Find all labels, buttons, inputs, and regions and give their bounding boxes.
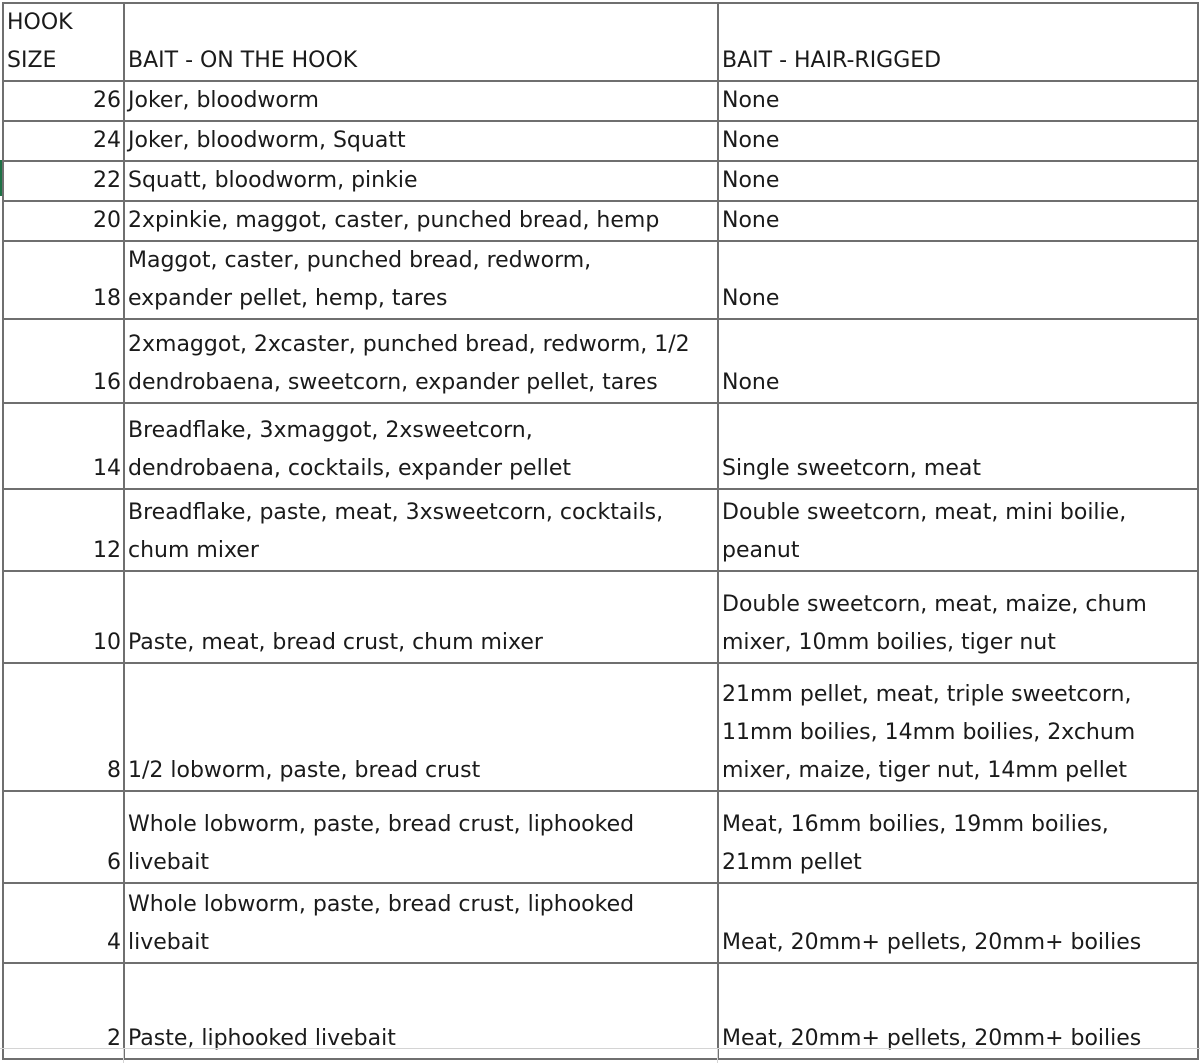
- header-bait-on-hook-label: BAIT - ON THE HOOK: [128, 48, 358, 73]
- header-hook-size-line1: HOOK: [7, 10, 73, 35]
- on-hook-cell[interactable]: [124, 201, 718, 241]
- table-row: [3, 791, 1198, 883]
- on-hook-cell[interactable]: [124, 663, 718, 791]
- cell-line: Joker, bloodworm, Squatt: [128, 128, 406, 153]
- cell-line: Paste, liphooked livebait: [128, 1026, 396, 1051]
- header-bait-on-hook[interactable]: [124, 3, 718, 81]
- cell-line: dendrobaena, sweetcorn, expander pellet, tares: [128, 370, 658, 395]
- hair-rigged-cell[interactable]: [718, 883, 1198, 963]
- cell-line: dendrobaena, cocktails, expander pellet: [128, 456, 571, 481]
- cell-line: 21mm pellet, meat, triple sweetcorn,: [722, 682, 1132, 707]
- hair-rigged-cell[interactable]: [718, 161, 1198, 201]
- table-row: [3, 883, 1198, 963]
- hair-rigged-cell[interactable]: [718, 663, 1198, 791]
- hook-size-cell[interactable]: 16: [3, 319, 124, 403]
- hook-size-cell[interactable]: 6: [3, 791, 124, 883]
- cell-line: Breadflake, paste, meat, 3xsweetcorn, cocktails,: [128, 500, 664, 525]
- on-hook-cell[interactable]: [124, 81, 718, 121]
- table-row: [3, 663, 1198, 791]
- cell-line: None: [722, 168, 780, 193]
- cell-line: livebait: [128, 850, 209, 875]
- hair-rigged-cell[interactable]: [718, 241, 1198, 319]
- on-hook-cell[interactable]: [124, 489, 718, 571]
- on-hook-cell[interactable]: [124, 403, 718, 489]
- cell-line: Paste, meat, bread crust, chum mixer: [128, 630, 543, 655]
- cell-line: Joker, bloodworm: [128, 88, 319, 113]
- on-hook-cell[interactable]: [124, 791, 718, 883]
- hook-size-cell[interactable]: 14: [3, 403, 124, 489]
- table-row: [3, 571, 1198, 663]
- on-hook-cell[interactable]: [124, 241, 718, 319]
- hook-size-cell[interactable]: 18: [3, 241, 124, 319]
- cell-line: 1/2 lobworm, paste, bread crust: [128, 758, 481, 783]
- grid-line: [123, 1049, 124, 1063]
- hair-rigged-cell[interactable]: [718, 403, 1198, 489]
- hair-rigged-cell[interactable]: [718, 81, 1198, 121]
- cell-line: Meat, 20mm+ pellets, 20mm+ boilies: [722, 1026, 1142, 1051]
- hair-rigged-cell[interactable]: [718, 571, 1198, 663]
- cell-line: peanut: [722, 538, 800, 563]
- hook-size-cell[interactable]: 20: [3, 201, 124, 241]
- table-row: [3, 121, 1198, 161]
- on-hook-cell[interactable]: [124, 963, 718, 1059]
- hook-size-cell[interactable]: 4: [3, 883, 124, 963]
- cell-line: Meat, 16mm boilies, 19mm boilies,: [722, 812, 1109, 837]
- header-bait-hair-rigged-label: BAIT - HAIR-RIGGED: [722, 48, 942, 73]
- cell-line: Whole lobworm, paste, bread crust, liphooked: [128, 812, 635, 837]
- table-row: [3, 201, 1198, 241]
- empty-grid-row: [0, 1048, 1200, 1063]
- table-row: [3, 489, 1198, 571]
- table-row: [3, 319, 1198, 403]
- cell-line: Whole lobworm, paste, bread crust, liphooked: [128, 892, 635, 917]
- hair-rigged-cell[interactable]: [718, 319, 1198, 403]
- hair-rigged-cell[interactable]: [718, 791, 1198, 883]
- cell-line: None: [722, 208, 780, 233]
- cell-line: None: [722, 88, 780, 113]
- cell-line: Double sweetcorn, meat, maize, chum: [722, 592, 1147, 617]
- cell-line: Breadflake, 3xmaggot, 2xsweetcorn,: [128, 418, 533, 443]
- on-hook-cell[interactable]: [124, 161, 718, 201]
- cell-line: Maggot, caster, punched bread, redworm,: [128, 248, 592, 273]
- cell-line: livebait: [128, 930, 209, 955]
- hook-size-cell[interactable]: 8: [3, 663, 124, 791]
- cell-line: Squatt, bloodworm, pinkie: [128, 168, 418, 193]
- cell-line: mixer, 10mm boilies, tiger nut: [722, 630, 1056, 655]
- cell-line: Single sweetcorn, meat: [722, 456, 981, 481]
- cell-line: 2xmaggot, 2xcaster, punched bread, redworm, 1/2: [128, 332, 690, 357]
- on-hook-cell[interactable]: [124, 319, 718, 403]
- hook-size-cell[interactable]: 12: [3, 489, 124, 571]
- table-row: [3, 81, 1198, 121]
- hair-rigged-cell[interactable]: [718, 121, 1198, 161]
- on-hook-cell[interactable]: [124, 121, 718, 161]
- hook-size-cell[interactable]: 22: [3, 161, 124, 201]
- cell-line: None: [722, 128, 780, 153]
- table-row: [3, 241, 1198, 319]
- cell-line: 11mm boilies, 14mm boilies, 2xchum: [722, 720, 1136, 745]
- on-hook-cell[interactable]: [124, 571, 718, 663]
- hook-size-cell[interactable]: 26: [3, 81, 124, 121]
- cell-line: None: [722, 370, 780, 395]
- cell-line: Meat, 20mm+ pellets, 20mm+ boilies: [722, 930, 1142, 955]
- hair-rigged-cell[interactable]: [718, 201, 1198, 241]
- cell-line: 21mm pellet: [722, 850, 862, 875]
- hair-rigged-cell[interactable]: [718, 963, 1198, 1059]
- cell-line: mixer, maize, tiger nut, 14mm pellet: [722, 758, 1128, 783]
- cell-line: expander pellet, hemp, tares: [128, 286, 448, 311]
- header-row: [3, 3, 1198, 81]
- hook-size-cell[interactable]: 2: [3, 963, 124, 1059]
- hook-bait-table: [2, 2, 1199, 1060]
- cell-line: chum mixer: [128, 538, 259, 563]
- grid-line: [717, 1049, 718, 1063]
- cell-line: 2xpinkie, maggot, caster, punched bread, hemp: [128, 208, 660, 233]
- table-row: [3, 161, 1198, 201]
- table-row: [3, 403, 1198, 489]
- hair-rigged-cell[interactable]: [718, 489, 1198, 571]
- hook-size-cell[interactable]: 10: [3, 571, 124, 663]
- table-row: [3, 963, 1198, 1059]
- header-bait-hair-rigged[interactable]: [718, 3, 1198, 81]
- header-hook-size-line2: SIZE: [7, 48, 57, 73]
- cell-line: None: [722, 286, 780, 311]
- cell-line: Double sweetcorn, meat, mini boilie,: [722, 500, 1127, 525]
- hook-size-cell[interactable]: 24: [3, 121, 124, 161]
- on-hook-cell[interactable]: [124, 883, 718, 963]
- header-hook-size[interactable]: [3, 3, 124, 81]
